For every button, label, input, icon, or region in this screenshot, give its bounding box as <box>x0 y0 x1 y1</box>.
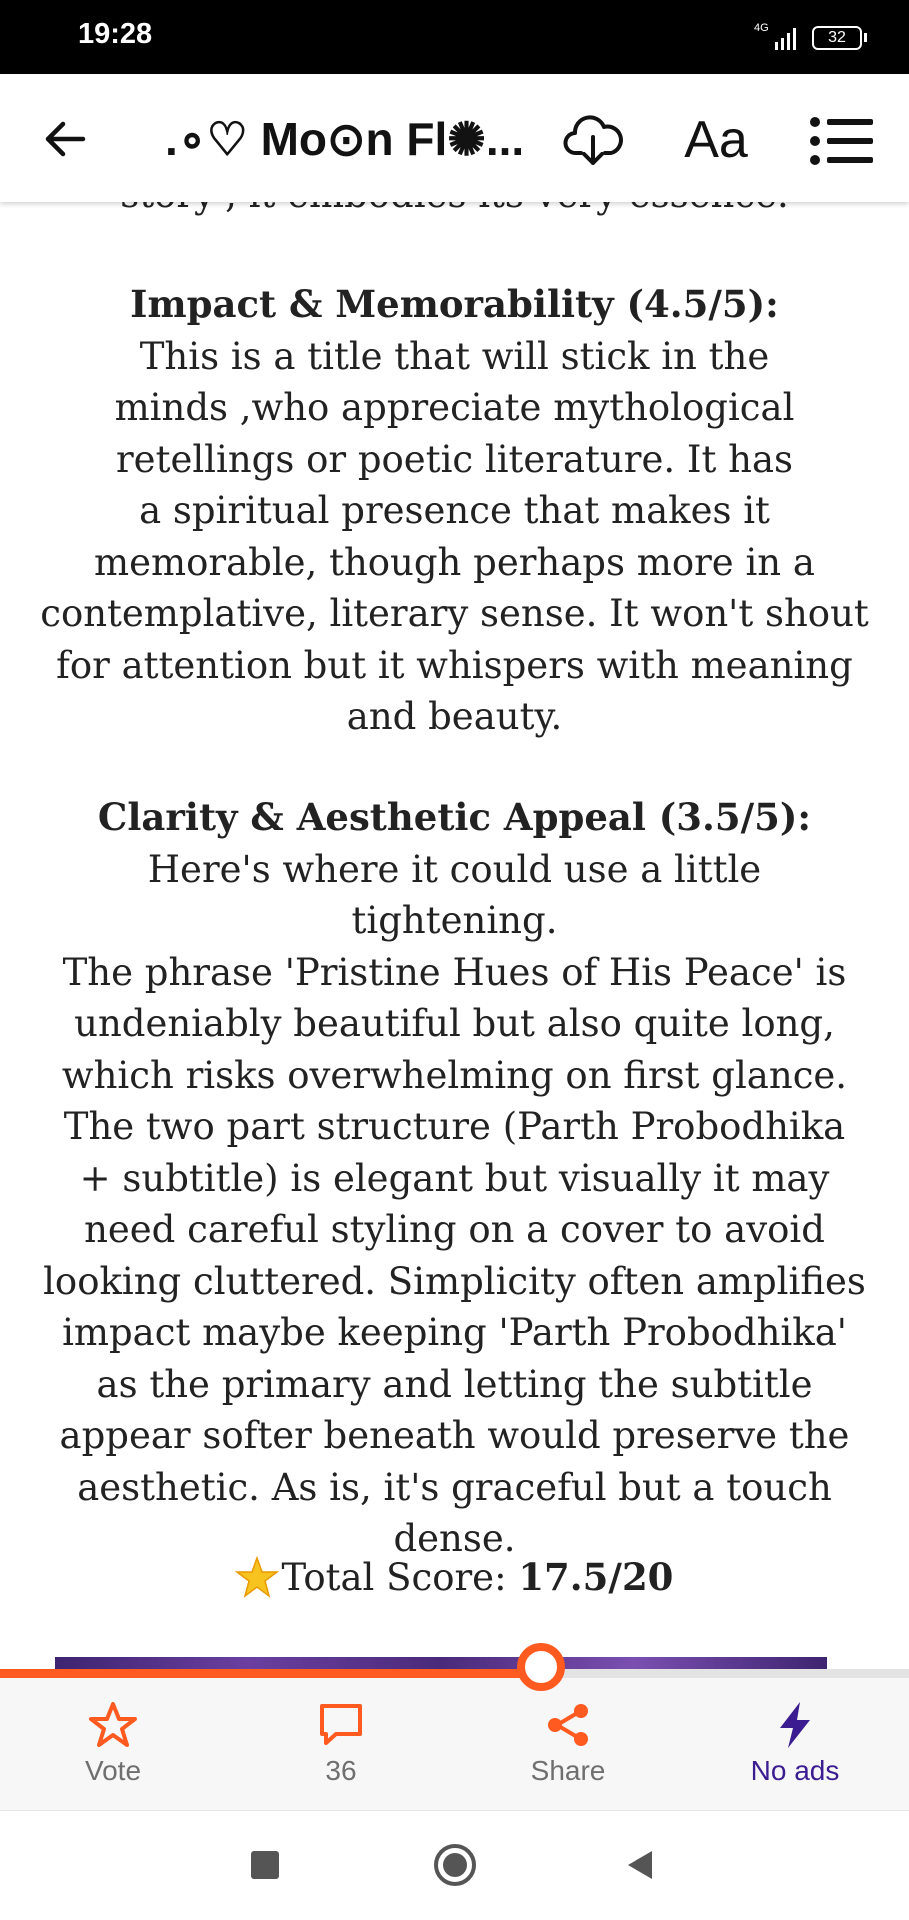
no-ads-label: No ads <box>750 1755 840 1786</box>
text-line: need careful styling on a cover to avoid <box>84 1208 825 1251</box>
text-line: retellings or poetic literature. It has <box>116 437 793 481</box>
network-type: 4G <box>754 22 769 34</box>
text-line: The phrase 'Pristine Hues of His Peace' is <box>62 950 847 994</box>
story-title[interactable]: .∘♡ Mo⊙n Fl✺... <box>165 113 525 165</box>
score-value: 17.5/20 <box>518 1555 674 1599</box>
text-line: This is a title that will stick in the <box>139 334 770 378</box>
section-impact <box>40 279 869 743</box>
back-arrow-icon <box>43 117 87 161</box>
text-line: dense. <box>393 1517 516 1560</box>
share-button[interactable] <box>488 1678 648 1810</box>
status-time: 19:28 <box>78 18 153 50</box>
share-icon <box>543 1700 593 1750</box>
text-line: The two part structure (Parth Probodhika <box>63 1105 846 1148</box>
font-settings-button[interactable]: Aa <box>684 111 748 169</box>
text-line: + subtitle) is elegant but visually it may <box>79 1156 830 1200</box>
battery-icon: 32 <box>812 26 862 50</box>
section-heading: Clarity & Aesthetic Appeal (3.5/5): <box>97 795 812 839</box>
app-bar <box>0 74 909 202</box>
vote-button[interactable] <box>33 1678 193 1810</box>
bottom-action-bar <box>0 1678 909 1811</box>
text-line: undeniably beautiful but also quite long, <box>74 1002 835 1045</box>
star-emoji-icon <box>236 1556 278 1598</box>
back-nav-button[interactable] <box>600 1825 680 1905</box>
recents-button[interactable] <box>225 1825 305 1905</box>
circle-icon <box>433 1843 477 1887</box>
lightning-icon <box>770 1700 820 1750</box>
status-bar <box>0 0 909 74</box>
share-label: Share <box>530 1755 606 1786</box>
signal-icon <box>773 24 801 52</box>
comments-button[interactable] <box>261 1678 421 1810</box>
text-line: appear softer beneath would preserve the <box>59 1414 850 1457</box>
download-button[interactable] <box>558 106 628 176</box>
text-line: minds ,who appreciate mythological <box>114 386 795 429</box>
text-line: and beauty. <box>346 695 563 738</box>
text-line: as the primary and letting the subtitle <box>96 1362 813 1406</box>
comment-icon <box>316 1700 366 1750</box>
text-line: a spiritual presence that makes it <box>139 489 770 532</box>
vote-label: Vote <box>84 1755 142 1786</box>
progress-handle[interactable] <box>517 1643 565 1691</box>
reading-progress-bar[interactable] <box>0 1669 909 1678</box>
text-line: Here's where it could use a little tightening. <box>147 847 762 942</box>
battery-tip <box>864 33 867 42</box>
system-nav-bar <box>0 1811 909 1920</box>
home-button[interactable] <box>415 1825 495 1905</box>
square-icon <box>250 1850 280 1880</box>
progress-fill <box>0 1669 541 1678</box>
text-line: contemplative, literary sense. It won't shout <box>40 592 869 635</box>
text-line: aesthetic. As is, it's graceful but a touch <box>77 1465 832 1509</box>
table-of-contents-button[interactable] <box>806 106 878 176</box>
section-clarity <box>40 792 869 1565</box>
text-line: for attention but it whispers with meaning <box>56 643 853 687</box>
text-line: which risks overwhelming on first glance. <box>61 1053 848 1097</box>
star-icon <box>88 1700 138 1750</box>
triangle-icon <box>624 1849 656 1881</box>
download-icon <box>563 113 623 169</box>
back-button[interactable] <box>30 104 100 174</box>
chapter-content <box>0 200 909 1670</box>
text-line: memorable, though perhaps more in a <box>94 540 815 584</box>
toc-list-icon <box>809 116 875 166</box>
section-heading: Impact & Memorability (4.5/5): <box>130 282 779 326</box>
text-line: looking cluttered. Simplicity often amplifies <box>43 1259 866 1303</box>
score-label: Total Score: <box>281 1556 519 1599</box>
total-score <box>0 1555 909 1599</box>
comments-count: 36 <box>325 1755 357 1786</box>
text-line: impact maybe keeping 'Parth Probodhika' <box>62 1311 847 1354</box>
no-ads-button[interactable] <box>715 1678 875 1810</box>
